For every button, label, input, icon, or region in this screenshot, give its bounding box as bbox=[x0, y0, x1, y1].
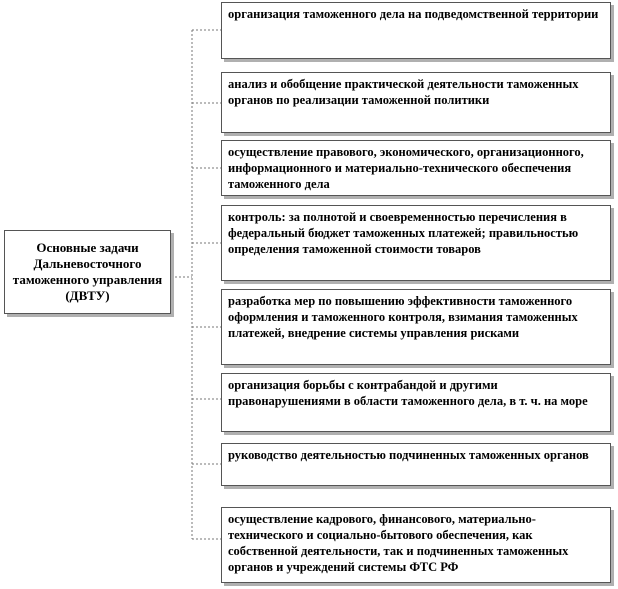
task-box-8 bbox=[221, 507, 611, 583]
main-task-box bbox=[4, 230, 171, 314]
task-text: осуществление правового, экономического, организационного, информационного и материально-технического обеспечения таможенного дела bbox=[228, 145, 584, 191]
task-box-5 bbox=[221, 289, 611, 365]
task-text: контроль: за полнотой и своевременностью перечисления в федеральный бюджет таможенных платежей; правильностью определения таможенной стоимости товаров bbox=[228, 210, 579, 256]
task-box-4 bbox=[221, 205, 611, 281]
task-box-6 bbox=[221, 373, 611, 432]
task-box-7 bbox=[221, 443, 611, 486]
task-text: осуществление кадрового, финансового, материально-технического и социально-бытового обеспечения, как собственной деятельности, так и подчиненных таможенных органов и учреждений системы ФТС РФ bbox=[228, 512, 569, 574]
task-text: анализ и обобщение практической деятельности таможенных органов по реализации таможенной политики bbox=[228, 77, 579, 107]
task-text: организация таможенного дела на подведомственной территории bbox=[228, 7, 599, 21]
task-box-1 bbox=[221, 2, 611, 59]
main-task-label: Основные задачи Дальневосточного таможенного управления (ДВТУ) bbox=[12, 240, 163, 303]
task-box-2 bbox=[221, 72, 611, 133]
task-text: организация борьбы с контрабандой и другими правонарушениями в области таможенного дела, в т. ч. на море bbox=[228, 378, 588, 408]
task-text: разработка мер по повышению эффективности таможенного оформления и таможенного контроля, взимания таможенных платежей, внедрение системы управления рисками bbox=[228, 294, 578, 340]
task-box-3 bbox=[221, 140, 611, 196]
task-text: руководство деятельностью подчиненных таможенных органов bbox=[228, 448, 589, 462]
